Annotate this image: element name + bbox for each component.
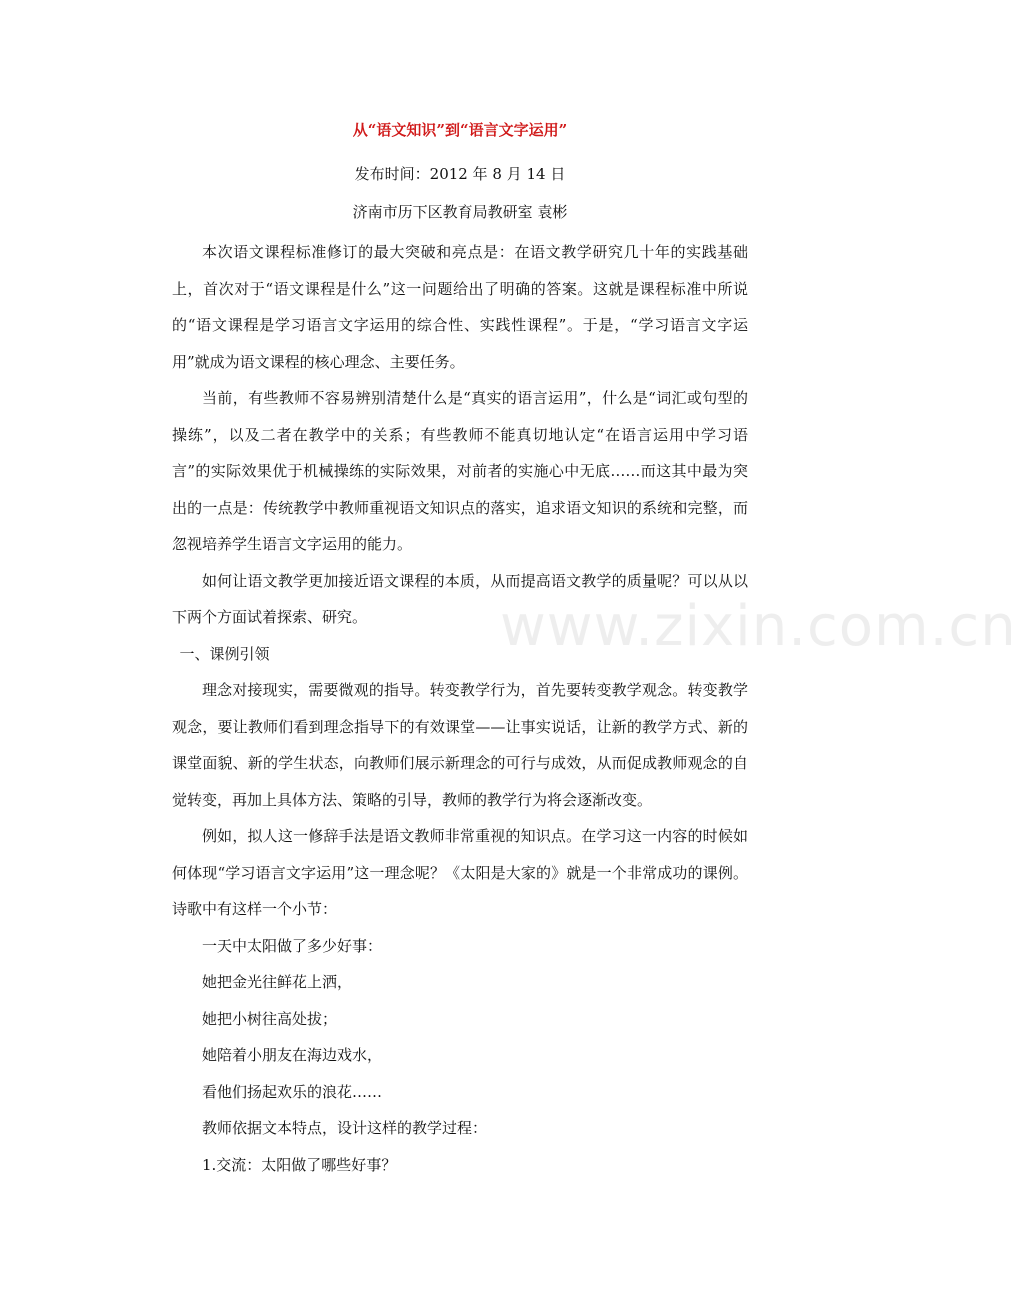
author-line: 济南市历下区教育局教研室 袁彬 <box>352 203 568 221</box>
watermark: www.zixin.com.cn <box>500 594 1017 659</box>
article-body <box>172 234 748 1183</box>
poem-line: 看他们扬起欢乐的浪花…… <box>202 1082 383 1101</box>
paragraph-question: 如何让语文教学更加接近语文课程的本质，从而提高语文教学的质量呢？可以从以下两个方面试着探索、研究。 <box>172 571 748 626</box>
paragraph-process: 教师依据文本特点，设计这样的教学过程： <box>202 1119 488 1137</box>
poem-line: 她把小树往高处拔； <box>202 1009 338 1028</box>
poem-line: 她陪着小朋友在海边戏水， <box>202 1046 383 1064</box>
section-heading: 一、课例引领 <box>179 644 270 663</box>
article-title: 从“语文知识”到“语言文字运用” <box>352 121 568 139</box>
paragraph-problem: 当前，有些教师不容易辨别清楚什么是“真实的语言运用”，什么是“词汇或句型的操练”，以及二者在教学中的关系；有些教师不能真切地认定“在语言运用中学习语言”的实际效果优于机械操练的实际效果，对前者的实施心中无底……而这其中最为突出的一点是：传统教学中教师重视语文知识点的落实，追求语文知识的系统和完整，而忽视培养学生语言文字运用的能力。 <box>172 389 748 553</box>
poem-line: 一天中太阳做了多少好事： <box>202 936 383 955</box>
paragraph-example: 例如，拟人这一修辞手法是语文教师非常重视的知识点。在学习这一内容的时候如何体现“学习语言文字运用”这一理念呢？《太阳是大家的》就是一个非常成功的课例。诗歌中有这样一个小节： <box>172 827 748 918</box>
paragraph-concept: 理念对接现实，需要微观的指导。转变教学行为，首先要转变教学观念。转变教学观念，要让教师们看到理念指导下的有效课堂——让事实说话，让新的教学方式、新的课堂面貌、新的学生状态，向教师们展示新理念的可行与成效，从而促成教师观念的自觉转变，再加上具体方法、策略的引导，教师的教学行为将会逐渐改变。 <box>172 681 748 809</box>
poem-line: 她把金光往鲜花上洒， <box>202 973 353 991</box>
paragraph-intro: 本次语文课程标准修订的最大突破和亮点是：在语文教学研究几十年的实践基础上，首次对于“语文课程是什么”这一问题给出了明确的答案。这就是课程标准中所说的“语文课程是学习语言文字运用的综合性、实践性课程”。于是，“学习语言文字运用”就成为语文课程的核心理念、主要任务。 <box>172 243 748 371</box>
publish-date: 发布时间：2012 年 8 月 14 日 <box>354 165 566 183</box>
list-item: 1.交流：太阳做了哪些好事？ <box>202 1155 397 1174</box>
